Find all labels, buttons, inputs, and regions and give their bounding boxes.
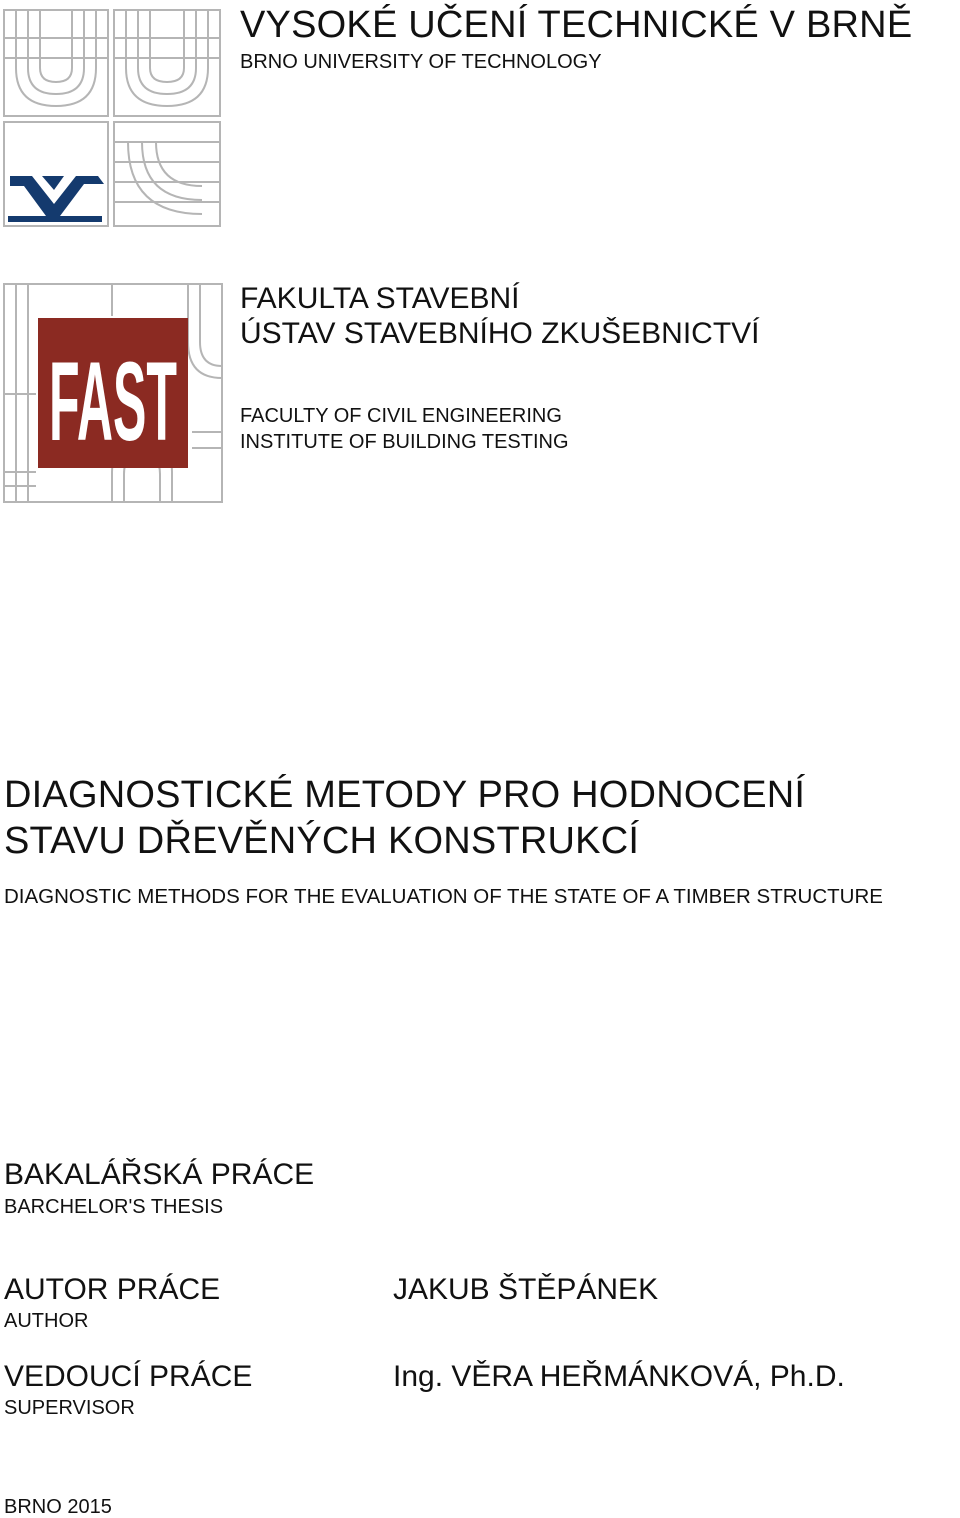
author-label-cz: AUTOR PRÁCE — [4, 1273, 221, 1306]
author-label-en: AUTHOR — [4, 1310, 89, 1332]
university-name-cz: VYSOKÉ UČENÍ TECHNICKÉ V BRNĚ — [240, 4, 913, 46]
thesis-title-cz-line2: STAVU DŘEVĚNÝCH KONSTRUKCÍ — [4, 820, 640, 862]
university-logo — [2, 8, 222, 230]
supervisor-label-cz: VEDOUCÍ PRÁCE — [4, 1360, 253, 1393]
institute-name-en: INSTITUTE OF BUILDING TESTING — [240, 431, 569, 453]
faculty-name-cz: FAKULTA STAVEBNÍ — [240, 282, 520, 315]
thesis-title-en: DIAGNOSTIC METHODS FOR THE EVALUATION OF THE STATE OF A TIMBER STRUCTURE — [4, 885, 883, 908]
supervisor-name: Ing. VĚRA HEŘMÁNKOVÁ, Ph.D. — [393, 1360, 845, 1393]
faculty-logo — [2, 282, 224, 506]
faculty-name-en: FACULTY OF CIVIL ENGINEERING — [240, 405, 562, 427]
supervisor-label-en: SUPERVISOR — [4, 1397, 135, 1419]
institute-name-cz: ÚSTAV STAVEBNÍHO ZKUŠEBNICTVÍ — [240, 317, 760, 350]
university-name-en: BRNO UNIVERSITY OF TECHNOLOGY — [240, 51, 602, 73]
thesis-type-cz: BAKALÁŘSKÁ PRÁCE — [4, 1158, 315, 1191]
place-year: BRNO 2015 — [4, 1496, 112, 1518]
faculty-logo-text: FAST — [49, 339, 177, 464]
thesis-title-cz-line1: DIAGNOSTICKÉ METODY PRO HODNOCENÍ — [4, 774, 806, 816]
thesis-type-en: BARCHELOR'S THESIS — [4, 1196, 224, 1218]
author-name: JAKUB ŠTĚPÁNEK — [393, 1273, 659, 1306]
